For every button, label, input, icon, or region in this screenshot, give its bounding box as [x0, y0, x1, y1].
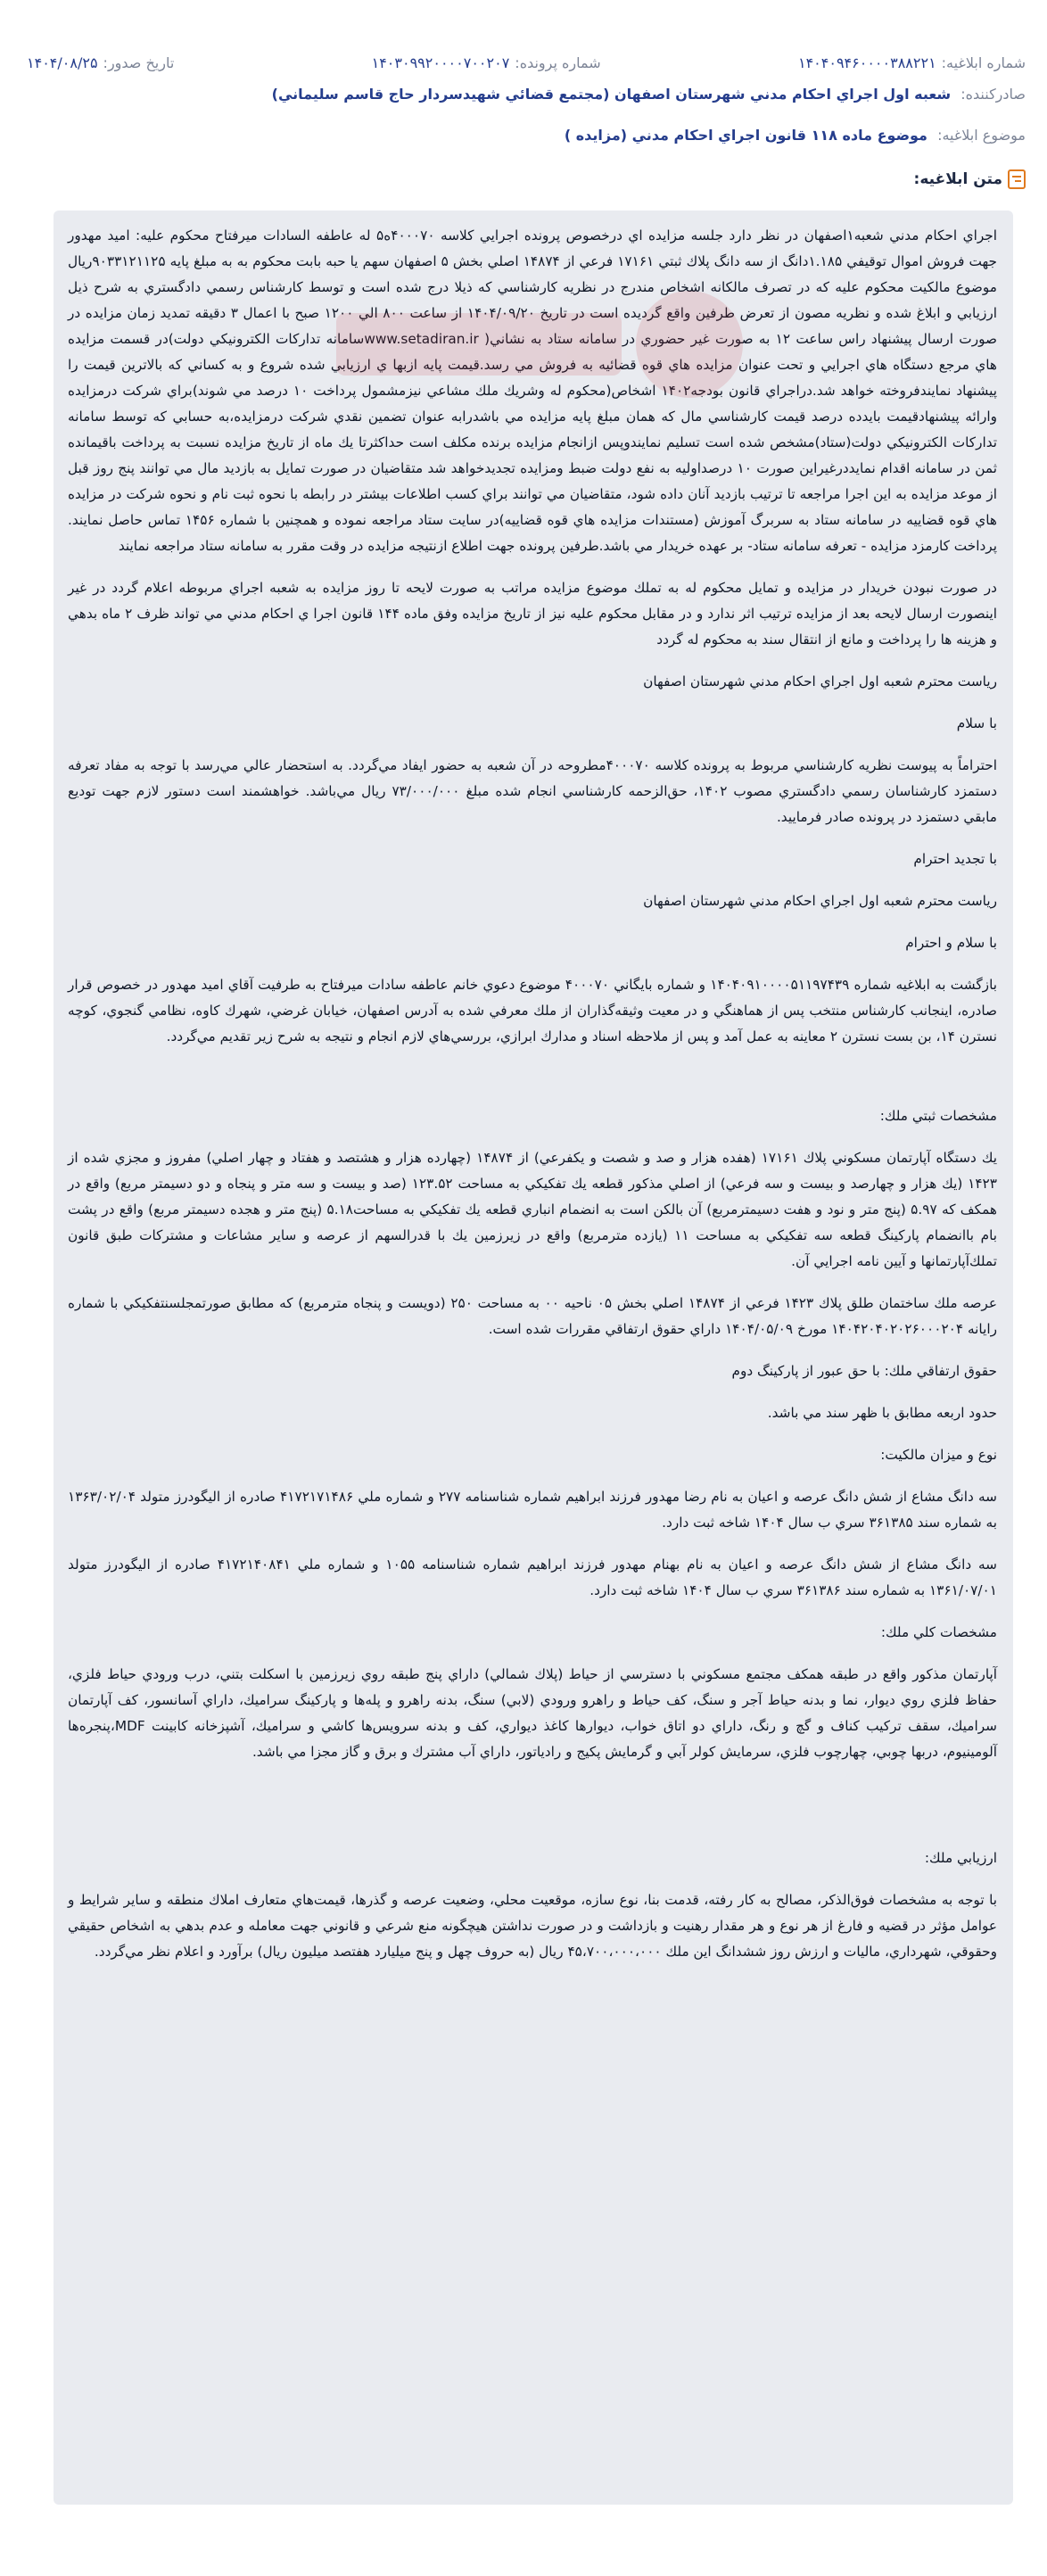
subject-value: موضوع ماده ۱۱۸ قانون اجراي احكام مدني (مزايده ) [564, 127, 927, 144]
paragraph-valuation: با توجه به مشخصات فوق‌الذكر، مصالح به كار رفته، قدمت بنا، نوع سازه، موقعيت محلي، وضعيت عرصه و گذرها، قيمت‌هاي متعارف املاك منطقه و ساير شرايط و عوامل مؤثر در قضيه و فارغ از هر نوع و هر مقدار رهنيت و بازداشت و در صورت نداشتن هيچگونه منع شرعي و قانوني جهت معامله و عدم بدهي به اشخاص حقيقي وحقوقي، شهرداري، ماليات و ارزش روز ششدانگ اين ملك ۴۵،۷۰۰،۰۰۰،۰۰۰ ريال (به حروف چهل و پنج ميليارد هفتصد ميليون ريال) برآورد و اعلام نظر مي‌گردد. [68, 1892, 997, 1960]
issue-date [27, 54, 174, 71]
notice-text-title: متن ابلاغیه: [913, 170, 1002, 188]
subject-label: موضوع ابلاغیه: [937, 127, 1026, 144]
heading-ownership: نوع و ميزان مالكيت: [880, 1447, 997, 1463]
issuer-line [27, 86, 1026, 103]
notice-meta-row [27, 45, 1026, 80]
paragraph-owner-2: سه دانگ مشاع از شش دانگ عرصه و اعيان به نام بهنام مهدور فرزند ابراهيم شماره شناسنامه ۱۰۵۵ و شماره ملي ۴۱۷۲۱۴۰۸۴۱ صادره از اليگودرز متولد ۱۳۶۱/۰۷/۰۱ به شماره سند ۳۶۱۳۸۶ سري ب سال ۱۴۰۴ شاخه ثبت دارد. [68, 1556, 997, 1598]
heading-valuation: ارزيابي ملك: [924, 1850, 997, 1866]
notice-number-value: ۱۴۰۴۰۹۴۶۰۰۰۰۳۸۸۲۲۱ [797, 54, 936, 71]
case-number-label: شماره پرونده: [515, 54, 601, 71]
paragraph-general-specs: آپارتمان مذكور واقع در طبقه همكف مجتمع مسكوني با دسترسي از حياط (پلاك شمالي) داراي پنج طبقه روي زيرزمين با اسكلت بتني، درب ورودي حياط فلزي، حفاظ فلزي روي ديوار، نما و بدنه حياط آجر و سنگ، كف حياط و راهرو ورودي (لابي) سنگ، بدنه راهرو و پله‌ها و پاركينگ سراميك، داراي آسانسور، كف آپارتمان سراميك، سقف تركيب كناف و گچ و رنگ، داراي دو اتاق خواب، ديوارها كاغذ ديواري، كف و بدنه سرويس‌ها كاشي و سراميك، آشپزخانه كابينت MDF،پنجره‌ها آلومينيوم، دربها چوبي، چهارچوب فلزي، سرمايش كولر آبي و گرمايش پكيج و رادياتور، داراي آب مشترك و برق و گاز مجزا مي باشد. [68, 1666, 997, 1760]
paragraph-inspection: بازگشت به ابلاغيه شماره ۱۴۰۴۰۹۱۰۰۰۰۵۱۱۹۷۴۳۹ و شماره بايگاني ۴۰۰۰۷۰ موضوع دعوي خانم عاطفه سادات ميرفتاح به طرفيت آقاي اميد مهدور در خصوص قرار صادره، اينجانب كارشناس منتخب پس از هماهنگي و در معيت وثيقه‌گذاران از ملك معرفي شده به آدرس اصفهان، خيابان غرضي، شهرك كاوه، نظامي گنجوي، كوچه نسترن ۱۴، بن بست نسترن ۲ معاينه به عمل آمد و پس از ملاحظه اسناد و مدارك ابرازي، بررسي‌هاي لازم انجام و نتيجه به شرح زير تقديم مي‌گردد. [68, 977, 997, 1044]
paragraph-unit-specs: يك دستگاه آپارتمان مسكوني پلاك ۱۷۱۶۱ (هفده هزار و صد و شصت و يكفرعي) از ۱۴۸۷۴ (چهارده هزار و هشتصد و هفتاد و چهار اصلي) مفروز و مجزي شده از ۱۴۲۳ (يك هزار و چهارصد و بيست و سه فرعي) از اصلي مذكور قطعه يك تفكيكي به مساحت ۱۲۳.۵۲ (صد و بيست و سه متر و پنجاه و دو دسيمتر مربع) واقع در همكف كه ۵.۹۷ (پنج متر و نود و هفت دسيمترمربع) آن بالكن است به انضمام انباري قطعه يك تفكيكي به مساحت۵.۱۸ (پنج متر و هجده دسيمتر مربع) واقع در پشت بام باانضمام پاركينگ قطعه سه تفكيكي به مساحت ۱۱ (يازده مترمربع) واقع در زيرزمين يك با قدرالسهم از عرصه و ساير مشاعات و مشتركات طبق قانون تملك‌آپارتمانها و آيين نامه اجرايي آن. [68, 1150, 997, 1269]
notice-text-heading [914, 169, 1026, 189]
issue-date-label: تاریخ صدور: [103, 54, 175, 71]
subject-line [27, 127, 1026, 144]
paragraph-auction: اجراي احكام مدني شعبه۱اصفهان در نظر دارد جلسه مزايده اي درخصوص پرونده اجرايي كلاسه ۴۰۰۰۷۰ه۵ له عاطفه السادات ميرفتاح محكوم عليه: اميد مهدور جهت فروش اموال توقيفي ۱.۱۸۵دانگ از سه دانگ پلاك ثبتي ۱۷۱۶۱ فرعي از ۱۴۸۷۴ اصلي بخش ۵ اصفهان سهم يا حبه بابت محكوم به به مبلغ پايه ۹۰۳۳۱۲۱۱۲۵ريال موضوع مالكيت محكوم عليه كه در تصرف مالكانه اشخاص مندرج در نظريه كارشناسي كه ذيلا درج شده است و توسط كارشناس رسمي دادگستري به شرح ذيل ارزيابي و ابلاغ شده و نظريه مصون از تعرض طرفين واقع گرديده است در تاريخ ۱۴۰۴/۰۹/۲۰ از ساعت ۸۰۰ الي ۱۲۰۰ صبح با اعمال ۳ دقيقه تمديد زمان مزايده در صورت ارسال پيشنهاد راس ساعت ۱۲ به صورت غير حضوري در سامانه ستاد به نشاني( www.setadiran.irسامانه تداركات الكترونيكي دولت)در قسمت مزايده هاي مرجع دستگاه هاي اجرايي و تحت عنوان مزايده هاي قوه قضائيه به فروش مي رسد.قيمت پايه ازبها ي ارزيابي شده شروع و به كساني كه بالاترين قيمت را پيشنهاد نمايندفروخته خواهد شد.دراجراي قانون بودجه۱۴۰۲ اشخاص(محكوم له وشريك ملك مشاعي نيزمشمول پرداخت ۱۰ درصد مي شوند)براي شركت درمزايده وارائه پيشنهادقيمت بايدده درصد قيمت كارشناسي مال كه همان مبلغ پايه مزايده مي باشدرابه عنوان تضمين نقدي شركت درمزايده،به حسابي كه توسط سامانه تداركات الكترونيكي دولت(ستاد)مشخص شده است تسليم نمايندوپس ازانجام مزايده برنده مكلف است حداكثرتا يك ماه از تاريخ مزايده نسبت به پرداخت باقيمانده ثمن در سامانه اقدام نمايددرغيراين صورت ۱۰ درصداوليه به نفع دولت ضبط ومزايده تجديدخواهد شد متقاضيان در صورت تمايل به بازديد مال مي توانند پنج روز قبل از موعد مزايده به اين اجرا مراجعه تا ترتيب بازديد آنان داده شود، متقاضيان مي توانند براي كسب اطلاعات بيشتر در رابطه با نحوه ثبت نام و نحوه شركت در مزايده هاي قوه قضاييه در سامانه ستاد به سربرگ آموزش (مستندات مزايده هاي قوه قضاييه)در سايت ستاد مراجعه نموده و همچنين با شماره ۱۴۵۶ تماس حاصل نمايند. پرداخت كارمزد مزايده - تعرفه سامانه ستاد- بر عهده خريدار مي باشد.طرفين پرونده جهت اطلاع ازنتيجه مزايده در وقت مقرر به سامانه ستاد مراجعه نمايند [68, 227, 998, 554]
issuer-value: شعبه اول اجراي احكام مدني شهرستان اصفهان (مجتمع قضائي شهيدسردار حاج قاسم سليماني) [271, 86, 952, 103]
paragraph-easement: حقوق ارتفاقي ملك: با حق عبور از پاركينگ دوم [731, 1363, 997, 1379]
notice-text-box [54, 211, 1013, 2505]
paragraph-owner-1: سه دانگ مشاع از شش دانگ عرصه و اعيان به نام رضا مهدور فرزند ابراهيم شماره شناسنامه ۲۷۷ و شماره ملي ۴۱۷۲۱۷۱۴۸۶ صادره از اليگودرز متولد ۱۳۶۳/۰۲/۰۴ به شماره سند ۳۶۱۳۸۵ سري ب سال ۱۴۰۴ شاخه ثبت دارد. [68, 1489, 997, 1531]
paragraph-boundaries: حدود اربعه مطابق با ظهر سند مي باشد. [767, 1405, 997, 1421]
case-number-value: ۱۴۰۳۰۹۹۲۰۰۰۰۷۰۰۲۰۷ [371, 54, 510, 71]
paragraph-addressee-2: رياست محترم شعبه اول اجراي احكام مدني شهرستان اصفهان [643, 893, 997, 909]
paragraph-addressee: رياست محترم شعبه اول اجراي احكام مدني شهرستان اصفهان [643, 673, 997, 689]
heading-registration-specs: مشخصات ثبتي ملك: [879, 1108, 997, 1124]
case-number [372, 54, 601, 71]
paragraph-regards: با تجديد احترام [913, 851, 997, 867]
paragraph-greeting-2: با سلام و احترام [905, 935, 997, 951]
heading-general-specs: مشخصات كلي ملك: [880, 1624, 997, 1640]
issue-date-value: ۱۴۰۴/۰۸/۲۵ [27, 54, 98, 71]
notice-number [798, 54, 1026, 71]
paragraph-greeting: با سلام [956, 715, 997, 731]
paragraph-expert-fee: احتراماً به پيوست نظريه كارشناسي مربوط به پرونده كلاسه ۴۰۰۰۷۰مطروحه در آن شعبه به حضور ايفاد مي‌گردد. به استحضار عالي مي‌رسد با توجه به مفاد تعرفه دستمزد كارشناسان رسمي دادگستري مصوب ۱۴۰۲، حق‌الزحمه كارشناسي انجام شده مبلغ ۷۳/۰۰۰/۰۰۰ ريال مي‌باشد. خواهشمند است دستور لازم جهت توديع مابقي دستمزد در پرونده صادر فرماييد. [68, 757, 998, 825]
notice-number-label: شماره ابلاغیه: [941, 54, 1026, 71]
document-icon [1008, 169, 1026, 189]
paragraph-land-specs: عرصه ملك ساختمان طلق پلاك ۱۴۲۳ فرعي از ۱۴۸۷۴ اصلي بخش ۰۵ ناحيه ۰۰ به مساحت ۲۵۰ (دويست و پنجاه مترمربع) كه مطابق صورتمجلسنتفكيكي با شماره رايانه ۱۴۰۴۲۰۴۰۲۰۲۶۰۰۰۲۰۴ مورخ ۱۴۰۴/۰۵/۰۹ داراي حقوق ارتفاقي مقررات شده است. [68, 1295, 997, 1337]
paragraph-creditor-option: در صورت نبودن خريدار در مزايده و تمايل محكوم له به تملك موضوع مزايده مراتب به صورت لايحه تا روز مزايده به شعبه اجراي مربوطه اعلام گردد در غير اينصورت ارسال لايحه بعد از مزايده ترتيب اثر ندارد و در مقابل محكوم عليه نيز از تاريخ مزايده وفق ماده ۱۴۴ قانون اجرا ي احكام مدني مي تواند ظرف ۲ ماه بدهي و هزينه ها را پرداخت و مانع از انتقال سند به محكوم له گردد [68, 580, 997, 648]
issuer-label: صادرکننده: [960, 86, 1026, 103]
